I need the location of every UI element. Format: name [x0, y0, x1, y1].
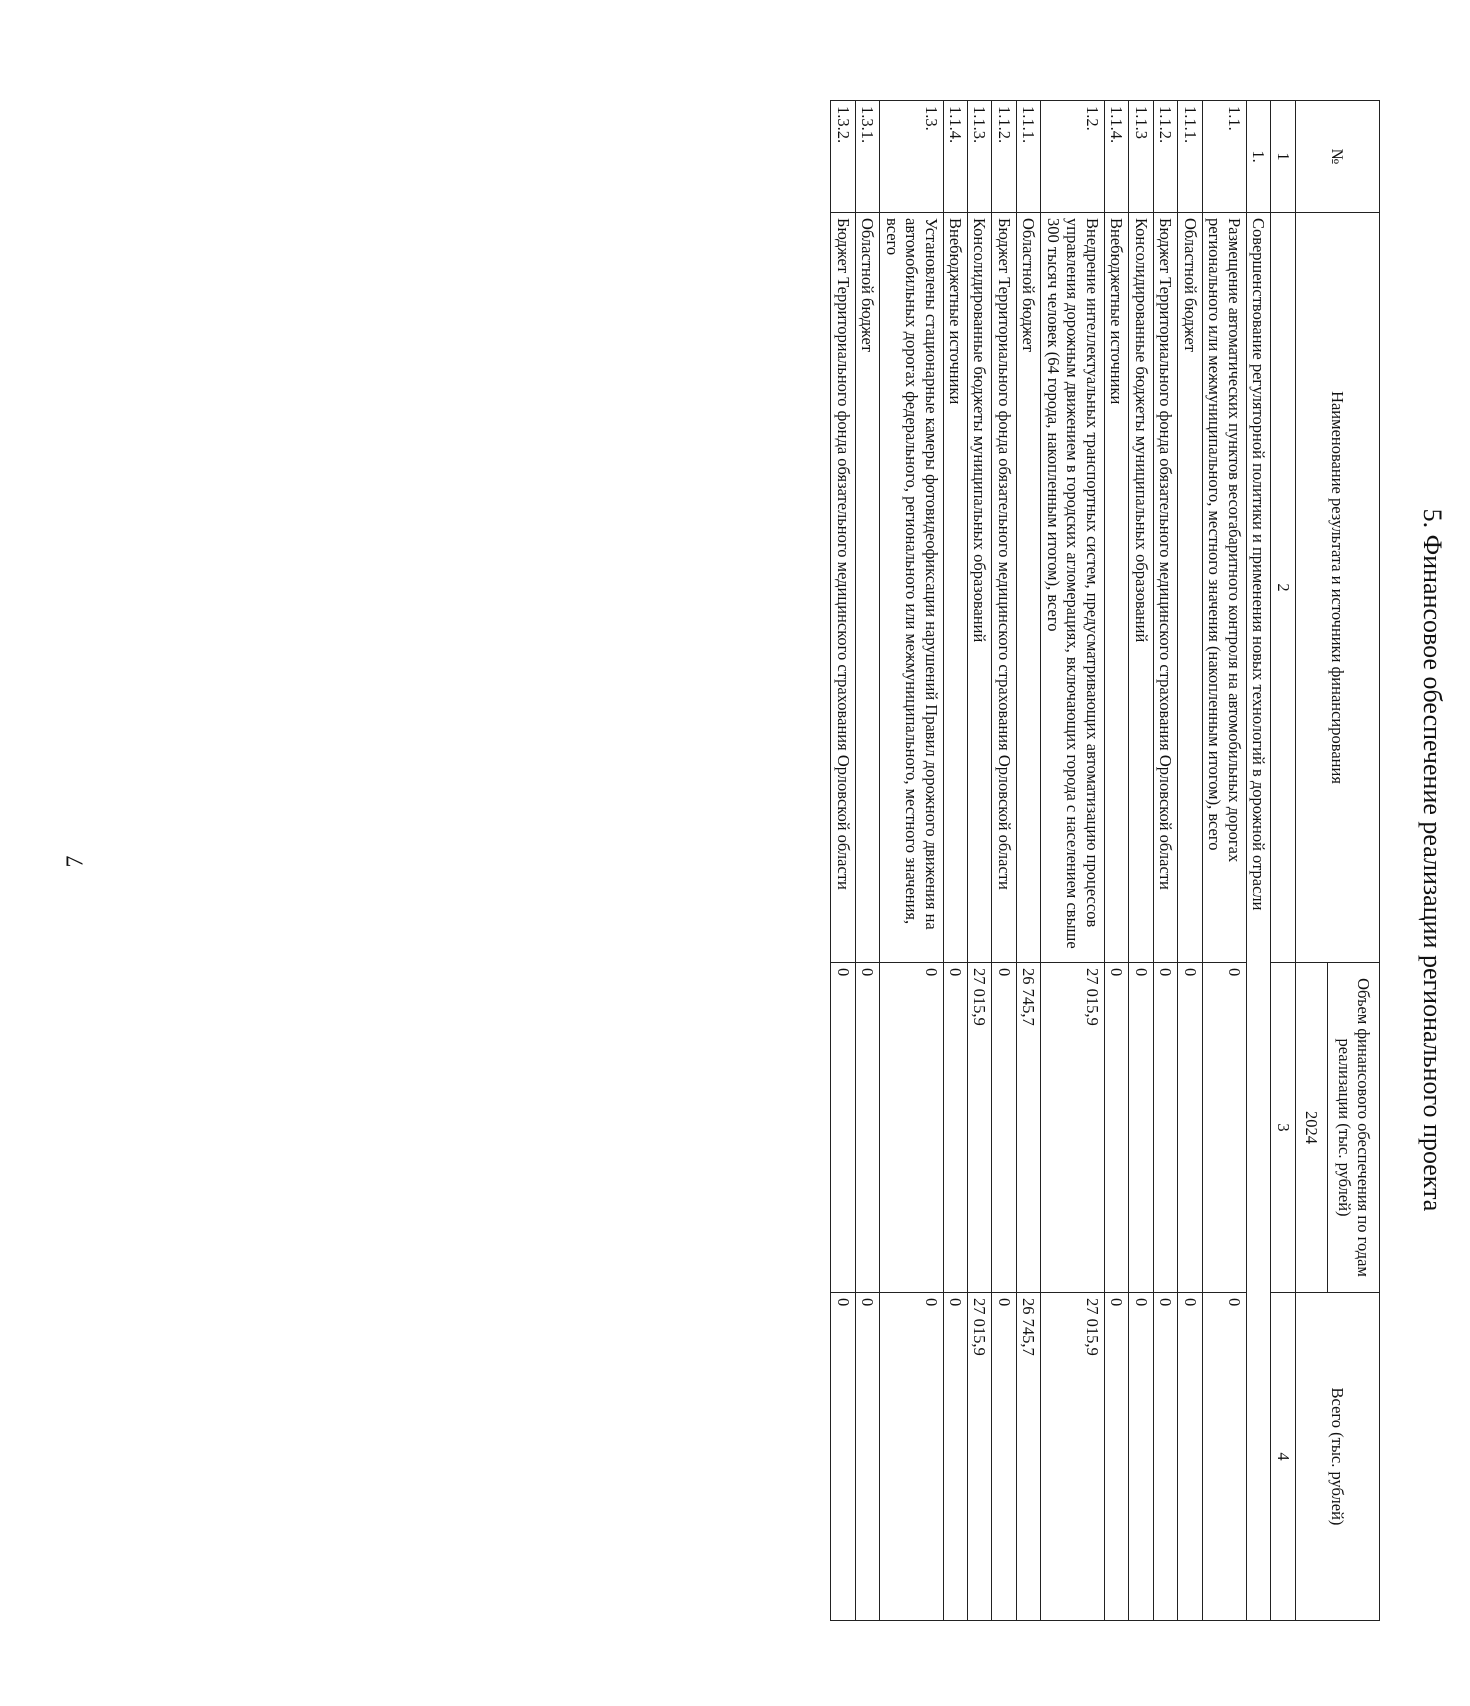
- table-row: [880, 101, 943, 1621]
- row-num: 1.1.3: [1129, 101, 1153, 213]
- row-num: 1.3.1.: [855, 101, 879, 213]
- table-row: [943, 101, 967, 1621]
- row-value-total: 0: [831, 1293, 855, 1621]
- section-num: 1.: [1246, 101, 1270, 213]
- row-name: Размещение автоматических пунктов весогабаритного контроля на автомобильных дорогах регионального или межмуниципального, местного значения (накопленным итогом), всего: [1202, 213, 1246, 963]
- row-value-2024: 0: [1178, 963, 1202, 1293]
- col-number: 2: [1271, 213, 1295, 963]
- table-row: [968, 101, 992, 1621]
- header-total: Всего (тыс. рублей): [1295, 1293, 1379, 1621]
- row-name: Областной бюджет: [1178, 213, 1202, 963]
- header-year: 2024: [1295, 963, 1327, 1293]
- row-num: 1.3.2.: [831, 101, 855, 213]
- col-number: 4: [1271, 1293, 1295, 1621]
- row-value-total: 0: [855, 1293, 879, 1621]
- table-row: [1153, 101, 1177, 1621]
- page-number: 7: [62, 855, 89, 868]
- table-row: [1041, 101, 1104, 1621]
- row-value-total: 0: [992, 1293, 1016, 1621]
- row-value-2024: 26 745,7: [1016, 963, 1040, 1293]
- row-value-total: 0: [1153, 1293, 1177, 1621]
- row-value-2024: 0: [831, 963, 855, 1293]
- rotated-page-content: [680, 100, 1470, 1620]
- row-value-2024: 0: [943, 963, 967, 1293]
- row-value-total: 26 745,7: [1016, 1293, 1040, 1621]
- row-value-total: 27 015,9: [968, 1293, 992, 1621]
- row-name: Внебюджетные источники: [943, 213, 967, 963]
- col-number: 3: [1271, 963, 1295, 1293]
- row-value-2024: 0: [1153, 963, 1177, 1293]
- row-num: 1.1.: [1202, 101, 1246, 213]
- row-num: 1.3.: [880, 101, 943, 213]
- row-name: Областной бюджет: [1016, 213, 1040, 963]
- row-name: Консолидированные бюджеты муниципальных образований: [1129, 213, 1153, 963]
- row-value-2024: 0: [1104, 963, 1128, 1293]
- row-name: Внебюджетные источники: [1104, 213, 1128, 963]
- row-name: Бюджет Территориального фонда обязательного медицинского страхования Орловской области: [1153, 213, 1177, 963]
- table-row: [1016, 101, 1040, 1621]
- row-num: 1.1.4.: [943, 101, 967, 213]
- financing-table: [830, 100, 1380, 1621]
- row-num: 1.1.4.: [1104, 101, 1128, 213]
- header-num: №: [1295, 101, 1379, 213]
- row-value-2024: 27 015,9: [968, 963, 992, 1293]
- col-number: 1: [1271, 101, 1295, 213]
- row-value-total: 0: [943, 1293, 967, 1621]
- row-name: Бюджет Территориального фонда обязательного медицинского страхования Орловской области: [831, 213, 855, 963]
- table-row: [855, 101, 879, 1621]
- row-value-2024: 27 015,9: [1041, 963, 1104, 1293]
- row-value-2024: 0: [1202, 963, 1246, 1293]
- table-row: [831, 101, 855, 1621]
- table-row: [1104, 101, 1128, 1621]
- row-num: 1.1.1.: [1016, 101, 1040, 213]
- row-value-total: 0: [1202, 1293, 1246, 1621]
- section-title: 5. Финансовое обеспечение реализации регионального проекта: [1418, 508, 1447, 1212]
- row-value-2024: 0: [992, 963, 1016, 1293]
- row-value-total: 27 015,9: [1041, 1293, 1104, 1621]
- row-num: 1.2.: [1041, 101, 1104, 213]
- row-name: Внедрение интеллектуальных транспортных систем, предусматривающих автоматизацию процессов управления дорожным движением в городских агломерациях, включающих города с населением свыше 300 тысяч человек (64 города, накопленным итогом), всего: [1041, 213, 1104, 963]
- row-value-total: 0: [1104, 1293, 1128, 1621]
- row-value-total: 0: [1129, 1293, 1153, 1621]
- column-number-row: [1271, 101, 1295, 1621]
- section-name: Совершенствование регуляторной политики и применения новых технологий в дорожной отрасли: [1246, 213, 1270, 1621]
- row-value-2024: 0: [1129, 963, 1153, 1293]
- table-row: [992, 101, 1016, 1621]
- header-volume: Объем финансового обеспечения по годам реализации (тыс. рублей): [1328, 963, 1380, 1293]
- row-num: 1.1.1.: [1178, 101, 1202, 213]
- row-num: 1.1.2.: [1153, 101, 1177, 213]
- row-num: 1.1.2.: [992, 101, 1016, 213]
- row-name: Бюджет Территориального фонда обязательного медицинского страхования Орловской области: [992, 213, 1016, 963]
- row-value-total: 0: [1178, 1293, 1202, 1621]
- table-row: [1202, 101, 1246, 1621]
- row-value-total: 0: [880, 1293, 943, 1621]
- row-name: Консолидированные бюджеты муниципальных образований: [968, 213, 992, 963]
- row-value-2024: 0: [855, 963, 879, 1293]
- table-row: [1129, 101, 1153, 1621]
- section-row: [1246, 101, 1270, 1621]
- row-name: Установлены стационарные камеры фотовидеофиксации нарушений Правил дорожного движения на автомобильных дорогах федерального, регионального или межмуниципального, местного значения, всего: [880, 213, 943, 963]
- header-name: Наименование результата и источники финансирования: [1295, 213, 1379, 963]
- row-num: 1.1.3.: [968, 101, 992, 213]
- table-row: [1178, 101, 1202, 1621]
- row-name: Областной бюджет: [855, 213, 879, 963]
- row-value-2024: 0: [880, 963, 943, 1293]
